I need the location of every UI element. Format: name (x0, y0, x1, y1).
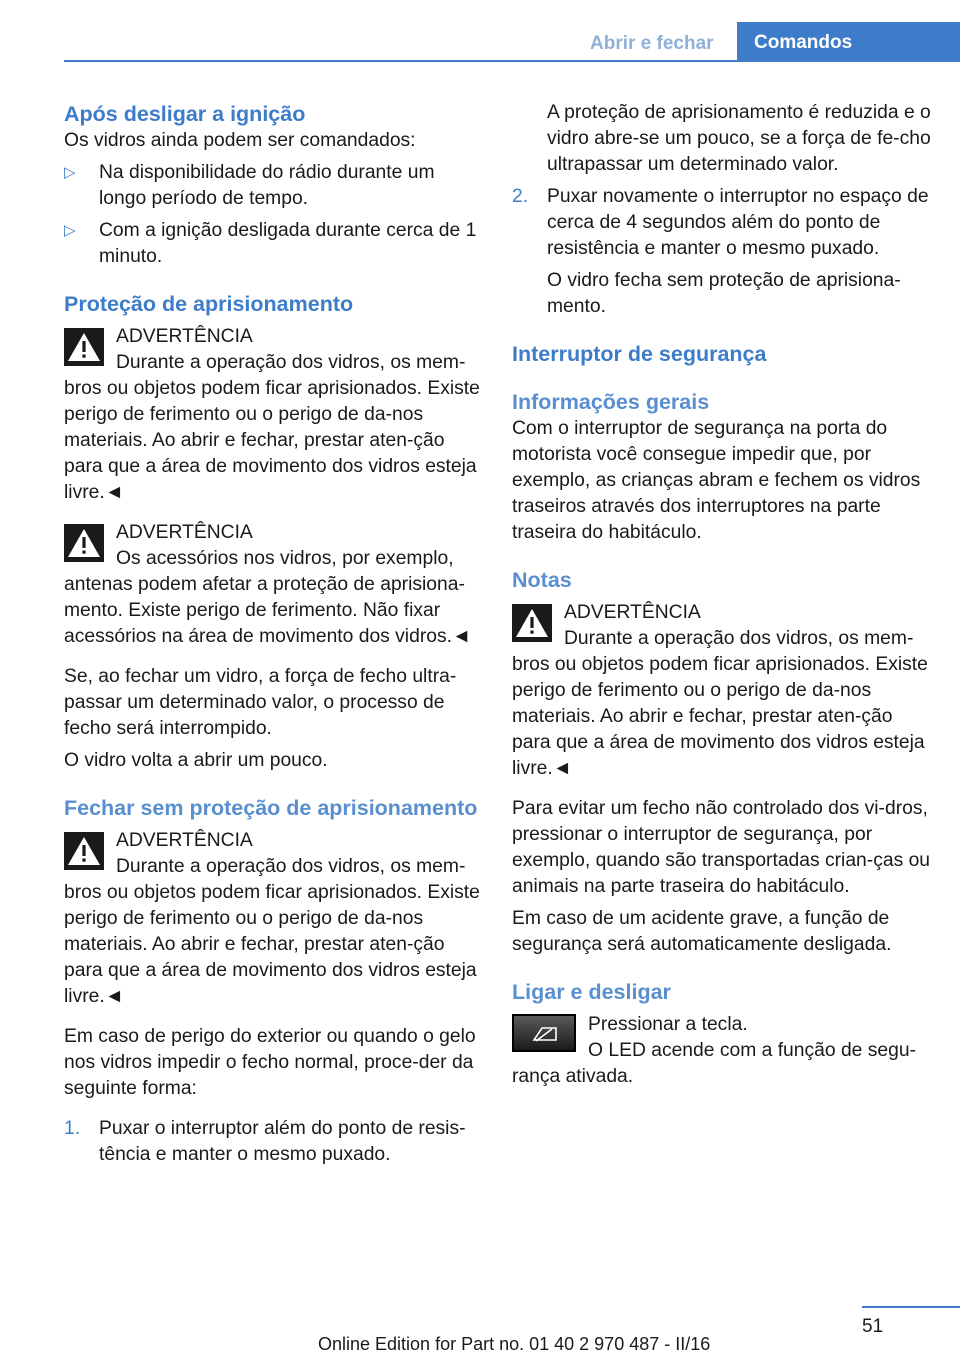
paragraph: Se, ao fechar um vidro, a força de fecho ultra-passar um determinado valor, o processo de fecho será interrompido. (64, 666, 457, 739)
footer-rule (862, 1306, 960, 1308)
right-column (512, 100, 936, 1090)
paragraph: Para evitar um fecho não controlado dos vi-dros, pressionar o interruptor de segurança, por exemplo, quando são transportadas crian-ças ou animais na parte traseira do habitáculo. (512, 798, 931, 897)
warning-text: Durante a operação dos vidros, os mem-bros ou objetos podem ficar aprisionados. Existe perigo de ferimento ou o perigo de da-nos materiais. Ao abrir e fechar, prestar aten-ção para que a área de movimento dos vidros esteja livre.◄ (512, 628, 928, 779)
heading-after-ignition: Após desligar a ignição (64, 102, 306, 126)
heading-on-off: Ligar e desligar (512, 980, 671, 1004)
warning-title: ADVERTÊNCIA (564, 602, 701, 623)
paragraph: Com o interruptor de segurança na porta do motorista você consegue impedir que, por exemplo, as crianças abram e fechem os vidros traseiros através dos interruptores na parte traseira do habitáculo. (512, 418, 921, 543)
page-header (0, 0, 960, 62)
after-ignition-intro: Os vidros ainda podem ser comandados: (64, 130, 416, 151)
list-item: 2. Puxar novamente o interruptor no espaço de cerca de 4 segundos além do ponto de resistência e manter o mesmo puxado. (512, 186, 929, 259)
edition-footer: Online Edition for Part no. 01 40 2 970 487 - II/16 (318, 1334, 711, 1354)
step-number: 1. (64, 1118, 81, 1139)
window-lock-button-icon (512, 1014, 576, 1052)
heading-general-info: Informações gerais (512, 390, 710, 414)
heading-safety-switch: Interruptor de segurança (512, 342, 767, 366)
warning-block (64, 828, 482, 1010)
header-rule (64, 60, 960, 62)
on-off-block (512, 1012, 936, 1090)
heading-pinch-protection: Proteção de aprisionamento (64, 292, 354, 316)
list-item: ▷ Com a ignição desligada durante cerca de 1 minuto. (64, 220, 477, 267)
warning-title: ADVERTÊNCIA (116, 522, 253, 543)
warning-block (64, 324, 482, 506)
step-number: 2. (512, 186, 529, 207)
left-column (64, 100, 482, 1168)
triangle-bullet-icon: ▷ (64, 222, 76, 239)
list-item: ▷ Na disponibilidade do rádio durante um longo período de tempo. (64, 162, 435, 209)
instruction-text: Pressionar a tecla. (588, 1014, 748, 1035)
paragraph: O vidro fecha sem proteção de aprisiona-mento. (547, 270, 901, 317)
paragraph: Em caso de perigo do exterior ou quando o gelo nos vidros impedir o fecho normal, proce-der da seguinte forma: (64, 1026, 476, 1099)
heading-notes: Notas (512, 568, 572, 592)
warning-block (512, 600, 936, 782)
heading-close-without-protection: Fechar sem proteção de aprisionamento (64, 796, 478, 820)
warning-icon (512, 604, 552, 642)
warning-text: Os acessórios nos vidros, por exemplo, antenas podem afetar a proteção de aprisiona-mento. Existe perigo de ferimento. Não fixar acessórios na área de movimento dos vidros.◄ (64, 548, 472, 647)
warning-text: Durante a operação dos vidros, os mem-bros ou objetos podem ficar aprisionados. Existe perigo de ferimento ou o perigo de da-nos materiais. Ao abrir e fechar, prestar aten-ção para que a área de movimento dos vidros esteja livre.◄ (64, 856, 480, 1007)
instruction-text: O LED acende com a função de segu-rança ativada. (512, 1040, 916, 1087)
paragraph: A proteção de aprisionamento é reduzida e o vidro abre-se um pouco, se a força de fe-cho ultrapassar um determinado valor. (547, 102, 931, 175)
paragraph: Em caso de um acidente grave, a função de segurança será automaticamente desligada. (512, 908, 892, 955)
warning-icon (64, 832, 104, 870)
warning-text: Durante a operação dos vidros, os mem-bros ou objetos podem ficar aprisionados. Existe perigo de ferimento ou o perigo de da-nos materiais. Ao abrir e fechar, prestar aten-ção para que a área de movimento dos vidros esteja livre.◄ (64, 352, 480, 503)
warning-title: ADVERTÊNCIA (116, 326, 253, 347)
section-label: Abrir e fechar (590, 33, 714, 54)
list-item: 1. Puxar o interruptor além do ponto de resis-tência e manter o mesmo puxado. (64, 1118, 466, 1165)
chapter-tab: Comandos (737, 22, 960, 62)
page-number: 51 (862, 1316, 884, 1337)
warning-icon (64, 524, 104, 562)
warning-block (64, 520, 482, 650)
paragraph: O vidro volta a abrir um pouco. (64, 750, 328, 771)
warning-title: ADVERTÊNCIA (116, 830, 253, 851)
triangle-bullet-icon: ▷ (64, 164, 76, 181)
warning-icon (64, 328, 104, 366)
